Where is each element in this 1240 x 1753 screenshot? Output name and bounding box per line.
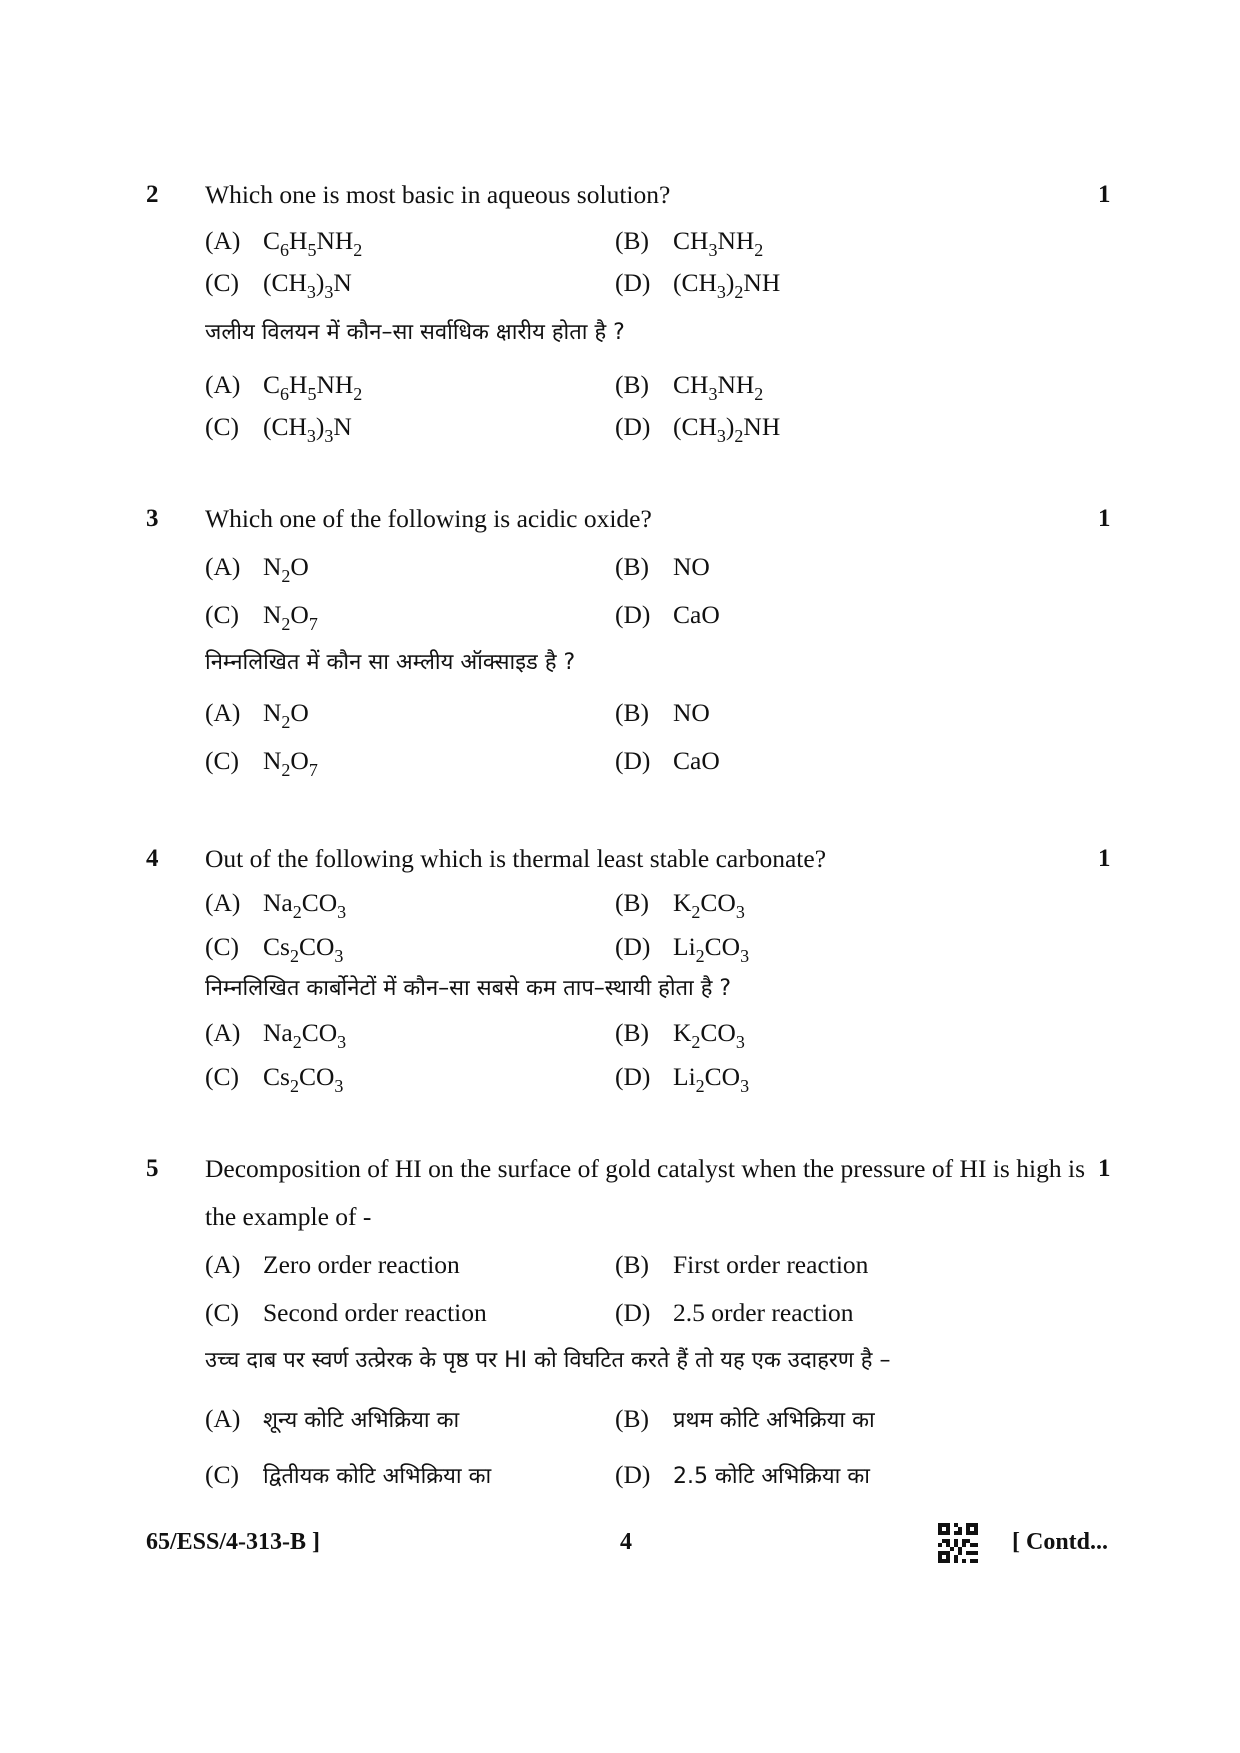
option-b-en: (B) First order reaction bbox=[615, 1250, 869, 1279]
question-text-hi: उच्च दाब पर स्वर्ण उत्प्रेरक के पृष्ठ पर HI को विघटित करते हैं तो यह एक उदाहरण है – bbox=[205, 1348, 891, 1373]
question-text-en: Out of the following which is thermal least stable carbonate? bbox=[205, 844, 827, 873]
paper-code: 65/ESS/4-313-B ] bbox=[146, 1529, 321, 1555]
option-d-en: (D) $Li_2CO_3$ bbox=[615, 932, 750, 966]
option-d-en: (D) CaO bbox=[615, 600, 720, 629]
option-c-en: (C) $Cs_2CO_3$ bbox=[205, 932, 344, 966]
option-b-hi: (B) $CH_3NH_2$ bbox=[615, 370, 764, 404]
qr-code-icon bbox=[938, 1523, 978, 1563]
option-b-en: (B) $CH_3NH_2$ bbox=[615, 226, 764, 260]
option-c-en: (C) $N_2O_7$ bbox=[205, 600, 318, 634]
question-marks: 1 bbox=[1098, 1155, 1111, 1182]
option-d-hi: (D) $Li_2CO_3$ bbox=[615, 1062, 750, 1096]
option-b-hi: (B) NO bbox=[615, 698, 710, 727]
question-number: 3 bbox=[146, 505, 159, 532]
question-text-hi: निम्नलिखित में कौन सा अम्लीय ऑक्साइड है ? bbox=[205, 650, 576, 675]
option-a-hi: (A) $Na_2CO_3$ bbox=[205, 1018, 347, 1052]
option-a-hi: (A) शून्य कोटि अभिक्रिया का bbox=[205, 1404, 460, 1433]
question-marks: 1 bbox=[1098, 845, 1111, 872]
question-number: 4 bbox=[146, 845, 159, 872]
question-marks: 1 bbox=[1098, 505, 1111, 532]
continued-label: [ Contd... bbox=[1012, 1529, 1109, 1555]
option-d-hi: (D) 2.5 कोटि अभिक्रिया का bbox=[615, 1460, 870, 1489]
option-a-en: (A) $C_6H_5NH_2$ bbox=[205, 226, 363, 260]
option-d-hi: (D) CaO bbox=[615, 746, 720, 775]
option-b-hi: (B) प्रथम कोटि अभिक्रिया का bbox=[615, 1404, 875, 1433]
option-c-hi: (C) $N_2O_7$ bbox=[205, 746, 318, 780]
option-a-en: (A) $N_2O$ bbox=[205, 552, 309, 586]
option-c-hi: (C) $Cs_2CO_3$ bbox=[205, 1062, 344, 1096]
question-text-hi: जलीय विलयन में कौन–सा सर्वाधिक क्षारीय होता है ? bbox=[205, 320, 625, 345]
option-b-en: (B) $K_2CO_3$ bbox=[615, 888, 745, 922]
option-b-hi: (B) $K_2CO_3$ bbox=[615, 1018, 745, 1052]
option-a-hi: (A) $C_6H_5NH_2$ bbox=[205, 370, 363, 404]
option-b-en: (B) NO bbox=[615, 552, 710, 581]
question-text-en: Decomposition of HI on the surface of gold catalyst when the pressure of HI is high is the example of - bbox=[205, 1154, 1085, 1231]
question-number: 2 bbox=[146, 181, 159, 208]
option-d-en: (D) $(CH_3)_2NH$ bbox=[615, 268, 781, 302]
option-a-en: (A) Zero order reaction bbox=[205, 1250, 460, 1279]
option-c-hi: (C) द्वितीयक कोटि अभिक्रिया का bbox=[205, 1460, 492, 1489]
option-d-hi: (D) $(CH_3)_2NH$ bbox=[615, 412, 781, 446]
question-number: 5 bbox=[146, 1155, 159, 1182]
question-marks: 1 bbox=[1098, 181, 1111, 208]
option-d-en: (D) 2.5 order reaction bbox=[615, 1298, 854, 1327]
option-a-en: (A) $Na_2CO_3$ bbox=[205, 888, 347, 922]
option-c-en: (C) $(CH_3)_3N$ bbox=[205, 268, 352, 302]
option-a-hi: (A) $N_2O$ bbox=[205, 698, 309, 732]
option-c-hi: (C) $(CH_3)_3N$ bbox=[205, 412, 352, 446]
question-text-en: Which one of the following is acidic oxide? bbox=[205, 504, 652, 533]
page-footer bbox=[0, 1525, 1240, 1565]
page-number: 4 bbox=[620, 1529, 632, 1555]
question-text-en: Which one is most basic in aqueous solution? bbox=[205, 180, 671, 209]
option-c-en: (C) Second order reaction bbox=[205, 1298, 487, 1327]
question-text-hi: निम्नलिखित कार्बोनेटों में कौन–सा सबसे कम ताप–स्थायी होता है ? bbox=[205, 976, 732, 1001]
